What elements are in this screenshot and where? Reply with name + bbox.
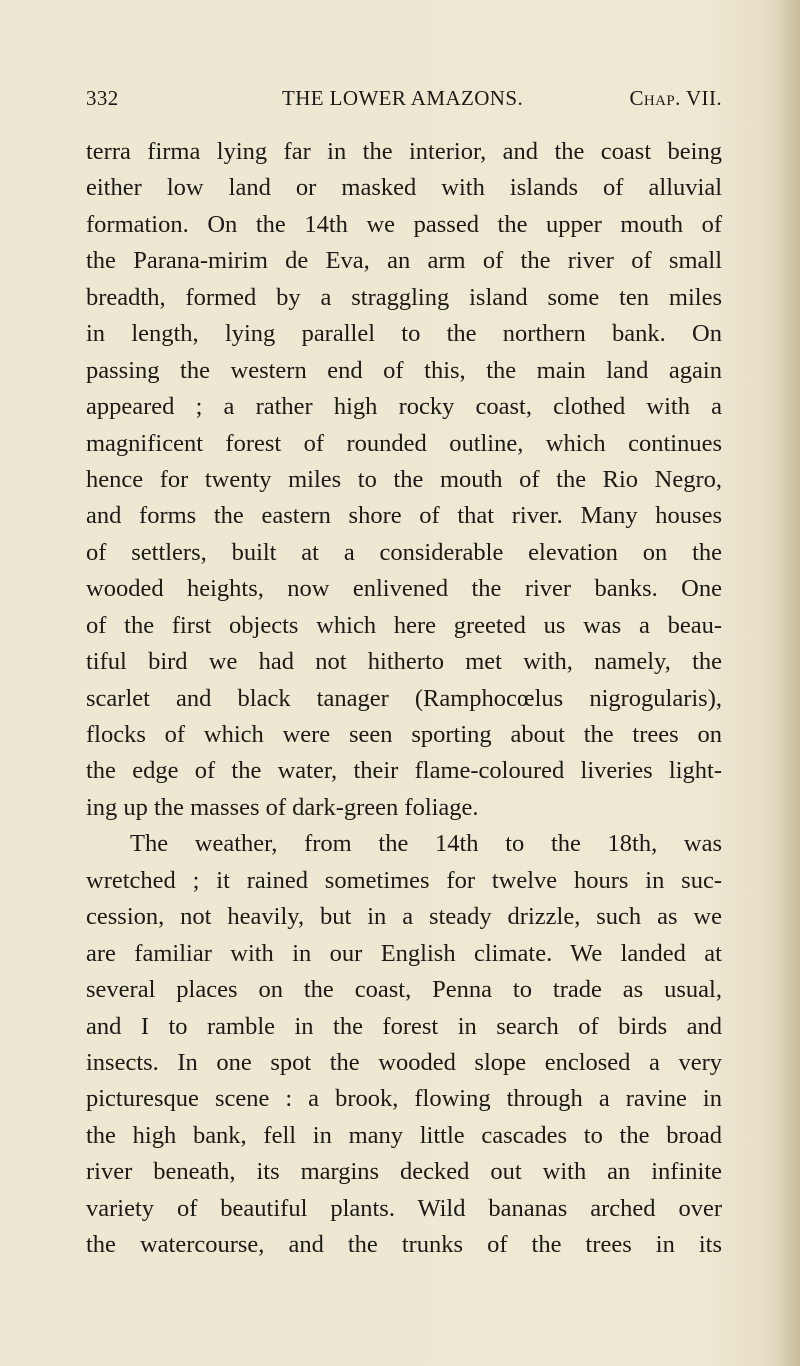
text-line: variety of beautiful plants. Wild bananas arched over (86, 1194, 722, 1222)
text-line: tiful bird we had not hitherto met with, namely, the (86, 648, 722, 676)
page-number: 332 (86, 86, 119, 110)
text-line: The weather, from the 14th to the 18th, was (130, 830, 722, 858)
text-line: magnificent forest of rounded outline, which continues (86, 429, 722, 457)
text-line: in length, lying parallel to the northern bank. On (86, 320, 722, 348)
text-line: wooded heights, now enlivened the river banks. One (86, 575, 722, 603)
text-line: several places on the coast, Penna to trade as usual, (86, 976, 722, 1004)
text-line: formation. On the 14th we passed the upper mouth of (86, 210, 722, 238)
text-line: appeared ; a rather high rocky coast, clothed with a (86, 393, 722, 421)
text-line: hence for twenty miles to the mouth of the Rio Negro, (86, 465, 722, 493)
text-line: are familiar with in our English climate. We landed at (86, 939, 722, 967)
text-line: of settlers, built at a considerable elevation on the (86, 538, 722, 566)
text-line: breadth, formed by a straggling island some ten miles (86, 283, 722, 311)
text-line: the watercourse, and the trunks of the trees in its (86, 1231, 722, 1259)
running-head (86, 86, 722, 118)
text-line: terra firma lying far in the interior, and the coast being (86, 138, 722, 165)
text-line: passing the western end of this, the main land again (86, 356, 722, 384)
text-line: scarlet and black tanager (Ramphocœlus nigrogularis), (86, 684, 722, 712)
text-line: cession, not heavily, but in a steady drizzle, such as we (86, 903, 722, 931)
text-line: and forms the eastern shore of that river. Many houses (86, 502, 722, 530)
page-edge-shadow (774, 0, 800, 1366)
text-line: the edge of the water, their flame-coloured liveries light- (86, 757, 722, 785)
text-line: and I to ramble in the forest in search of birds and (86, 1012, 722, 1040)
text-line: flocks of which were seen sporting about the trees on (86, 721, 722, 748)
text-line: picturesque scene : a brook, flowing through a ravine in (86, 1085, 722, 1113)
text-line: wretched ; it rained sometimes for twelve hours in suc- (86, 866, 722, 894)
chapter-label: Chap. VII. (629, 86, 722, 110)
body-text (86, 134, 722, 1264)
text-line: the high bank, fell in many little cascades to the broad (86, 1121, 722, 1149)
text-line: insects. In one spot the wooded slope enclosed a very (86, 1048, 722, 1076)
text-line: either low land or masked with islands of alluvial (86, 174, 722, 202)
text-line: the Parana-mirim de Eva, an arm of the river of small (86, 247, 722, 275)
text-line: of the first objects which here greeted us was a beau- (86, 611, 722, 639)
running-title: THE LOWER AMAZONS. (282, 86, 524, 110)
text-line: ing up the masses of dark-green foliage. (86, 793, 479, 821)
text-line: river beneath, its margins decked out with an infinite (86, 1158, 722, 1186)
